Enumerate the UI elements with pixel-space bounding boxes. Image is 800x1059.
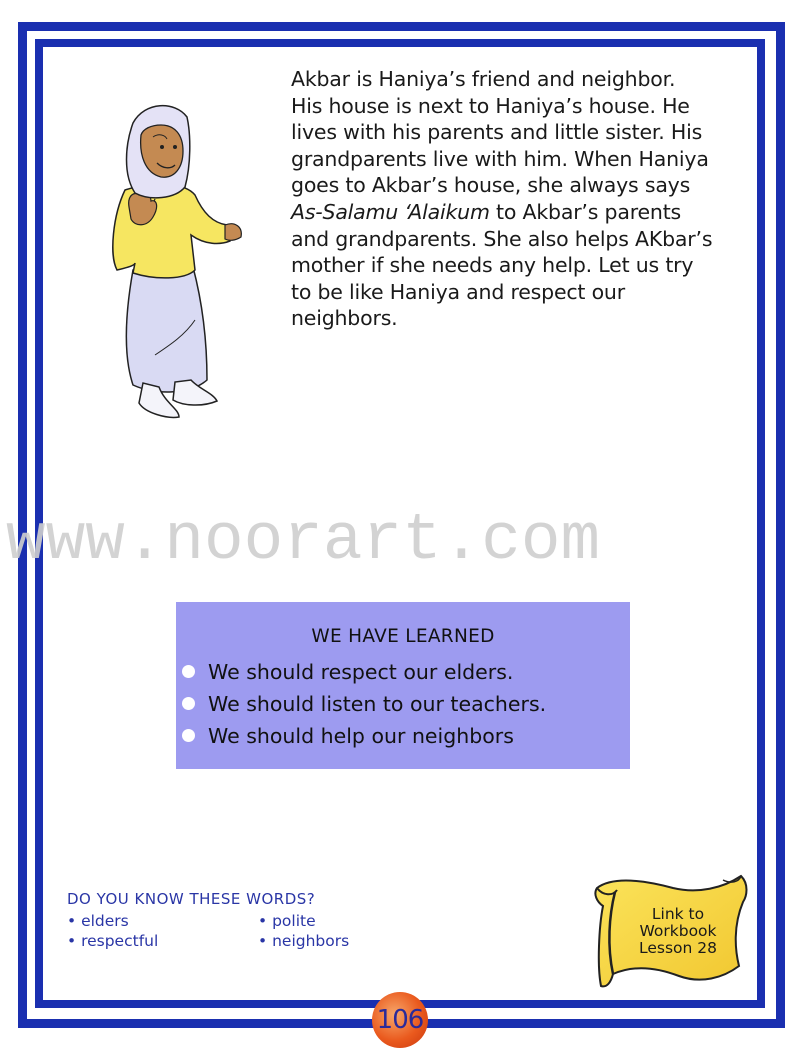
story-line: grandparents live with him. When Haniya <box>291 146 709 171</box>
story-line: goes to Akbar’s house, she always says <box>291 173 691 198</box>
vocabulary-section <box>67 890 378 950</box>
vocabulary-title: DO YOU KNOW THESE WORDS? <box>67 890 316 908</box>
learned-item <box>182 656 546 688</box>
bullet-icon <box>182 665 195 678</box>
learned-title: WE HAVE LEARNED <box>311 626 495 647</box>
story-line: mother if she needs any help. Let us try <box>291 253 694 278</box>
story-line: lives with his parents and little sister. His <box>291 120 703 145</box>
bullet-icon <box>182 697 195 710</box>
page-number: 106 <box>376 1005 424 1035</box>
greeting-italic: As-Salamu ‘Alaikum <box>291 199 490 224</box>
learned-item-text: We should listen to our teachers. <box>208 692 547 716</box>
story-line: to be like Haniya and respect our <box>291 279 625 304</box>
workbook-link-line: Workbook <box>639 922 717 940</box>
we-have-learned-box <box>176 602 630 769</box>
workbook-link-line: Lesson 28 <box>638 939 717 957</box>
learned-item <box>182 720 546 752</box>
learned-item-text: We should respect our elders. <box>208 660 514 684</box>
watermark: www.noorart.com <box>6 503 601 578</box>
bullet-icon <box>182 729 195 742</box>
story-line: neighbors. <box>291 306 398 331</box>
page-number-badge <box>372 992 428 1048</box>
learned-item <box>182 688 546 720</box>
story-line: His house is next to Haniya’s house. He <box>291 93 690 118</box>
learned-item-text: We should help our neighbors <box>208 724 514 748</box>
greeting-rest: to Akbar’s parents <box>489 199 682 224</box>
vocabulary-word: • respectful <box>67 932 258 950</box>
learned-list <box>182 656 546 752</box>
workbook-link-text[interactable] <box>623 906 733 957</box>
workbook-link-line: Link to <box>651 905 705 923</box>
girl-illustration <box>95 95 245 425</box>
vocabulary-word: • elders <box>67 912 258 930</box>
vocabulary-word: • polite <box>258 912 378 930</box>
vocabulary-list <box>67 912 378 950</box>
story-line: and grandparents. She also helps AKbar’s <box>291 226 713 251</box>
story-line: Akbar is Haniya’s friend and neighbor. <box>291 67 676 91</box>
story-line-greeting <box>291 199 761 226</box>
story-paragraph <box>291 66 761 332</box>
vocabulary-word: • neighbors <box>258 932 378 950</box>
